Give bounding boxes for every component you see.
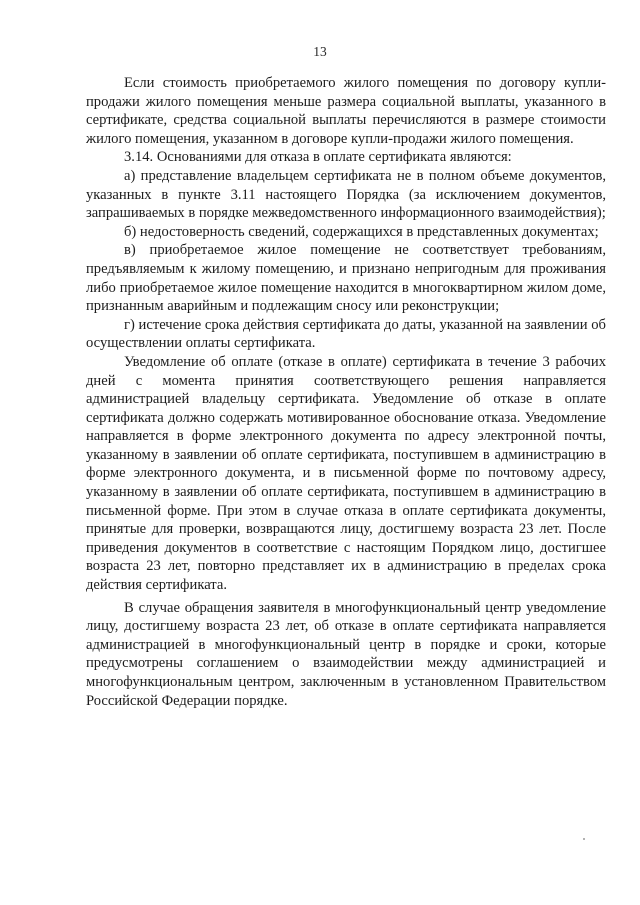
paragraph-mfc-case: В случае обращения заявителя в многофункциональный центр уведомление лицу, достигшему возраста 23 лет, об отказе в оплате сертификата направляется администрацией в многофункциональный центр в порядке и сроки, которые предусмотрены соглашением о взаимодействии между администрацией и многофункциональным центром, заключенным в установленном Правительством Российской Федерации порядке.	[86, 599, 606, 709]
page-number: 13	[313, 44, 327, 59]
paragraph-notification: Уведомление об оплате (отказе в оплате) сертификата в течение 3 рабочих дней с момента принятия соответствующего решения направляется администрацией владельцу сертификата. Уведомление об отказе в оплате сертификата должно содержать мотивированное обоснование отказа. Уведомление направляется в форме электронного документа по адресу электронной почты, указанному в заявлении об оплате сертификата, поступившем в администрацию в форме электронного документа, и в письменной форме по почтовому адресу, указанному в заявлении об оплате сертификата, поступившем в администрацию в письменной форме. При этом в случае отказа в оплате сертификата документы, принятые для проверки, возвращаются лицу, достигшему возраста 23 лет. После приведения документов в соответствие с настоящим Порядком лицо, достигшее возраста 23 лет, повторно представляет их в администрацию в пределах срока действия сертификата.	[86, 353, 606, 594]
paragraph-item-v: в) приобретаемое жилое помещение не соответствует требованиям, предъявляемым к жилому помещению, и признано непригодным для проживания либо приобретаемое жилое помещение находится в многоквартирном жилом доме, признанным аварийным и подлежащим сносу или реконструкции;	[86, 242, 606, 315]
paragraph-cost-less-than-payment: Если стоимость приобретаемого жилого помещения по договору купли-продажи жилого помещения меньше размера социальной выплаты, указанного в сертификате, средства социальной выплаты перечисляются в размере стоимости жилого помещения, указанном в договоре купли-продажи жилого помещения.	[86, 75, 606, 147]
paragraph-3-14-refusal-grounds: 3.14. Основаниями для отказа в оплате сертификата являются:	[124, 149, 512, 166]
paragraph-item-b: б) недостоверность сведений, содержащихся в представленных документах;	[124, 223, 599, 240]
document-body	[86, 74, 606, 710]
paragraph-item-a: а) представление владельцем сертификата не в полном объеме документов, указанных в пункте 3.11 настоящего Порядка (за исключением документов, запрашиваемых в порядке межведомственного информационного взаимодействия);	[86, 167, 606, 222]
paragraph-item-g: г) истечение срока действия сертификата до даты, указанной на заявлении об осуществлении оплаты сертификата.	[86, 316, 606, 352]
scan-artifact-dot	[583, 838, 585, 840]
